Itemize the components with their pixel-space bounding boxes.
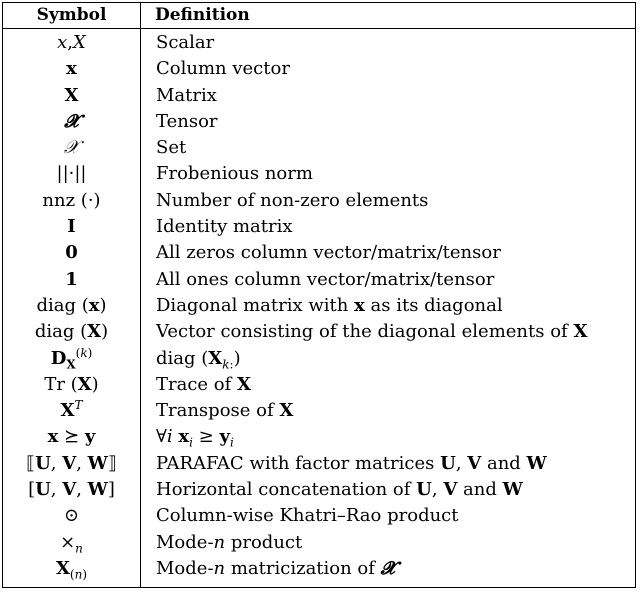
row-symbol: $X_{(n)}$ bbox=[55, 557, 88, 582]
row-symbol: $\times_n$ bbox=[60, 531, 83, 556]
row-symbol: [U, V, W] bbox=[28, 479, 115, 501]
row-symbol: 1 bbox=[65, 268, 78, 290]
row-symbol: diag (X) bbox=[34, 321, 109, 343]
table-row bbox=[3, 556, 635, 582]
row-definition: All ones column vector/matrix/tensor bbox=[156, 268, 495, 290]
row-definition: All zeros column vector/matrix/tensor bbox=[156, 242, 501, 264]
row-symbol: I bbox=[67, 216, 76, 238]
table-row bbox=[3, 267, 635, 293]
row-symbol: diag (x) bbox=[36, 294, 107, 316]
table-row bbox=[3, 83, 635, 109]
row-definition: diag $(X_{k:})$ bbox=[156, 347, 241, 372]
table-row bbox=[3, 503, 635, 529]
table-row bbox=[3, 161, 635, 187]
row-definition: Column-wise Khatri–Rao product bbox=[156, 505, 459, 527]
row-symbol: ||·|| bbox=[56, 163, 87, 185]
row-symbol: x,X bbox=[57, 32, 86, 53]
header-definition: Definition bbox=[155, 5, 250, 25]
table-row bbox=[3, 240, 635, 266]
header-symbol: Symbol bbox=[36, 5, 107, 25]
row-definition: Diagonal matrix with x as its diagonal bbox=[156, 294, 503, 316]
row-definition: Set bbox=[156, 137, 187, 159]
row-definition: Scalar bbox=[156, 32, 215, 53]
row-definition: Tensor bbox=[156, 110, 218, 132]
table-row bbox=[3, 424, 635, 450]
row-definition: Trace of X bbox=[156, 373, 251, 395]
row-definition: Column vector bbox=[156, 58, 290, 80]
row-definition: PARAFAC with factor matrices U, V and W bbox=[156, 452, 547, 474]
table-row bbox=[3, 530, 635, 556]
row-symbol: x ⪰ y bbox=[47, 426, 96, 448]
row-symbol: ⟦U, V, W⟧ bbox=[26, 452, 117, 474]
row-symbol: Tr (X) bbox=[44, 373, 99, 395]
table-row bbox=[3, 135, 635, 161]
table-row bbox=[3, 398, 635, 424]
row-definition: ∀i $x_i \ge y_i$ bbox=[156, 426, 234, 451]
table-body bbox=[3, 30, 635, 582]
row-definition: Number of non-zero elements bbox=[156, 189, 429, 211]
row-symbol: x bbox=[66, 58, 77, 80]
notation-table bbox=[2, 2, 636, 588]
row-definition: Frobenious norm bbox=[156, 163, 313, 185]
row-symbol: X bbox=[64, 84, 79, 106]
row-symbol: nnz (·) bbox=[42, 189, 101, 211]
row-symbol: $D_X^{(k)}$ bbox=[50, 345, 93, 372]
row-symbol: 0 bbox=[65, 242, 78, 264]
table-row bbox=[3, 188, 635, 214]
table-row bbox=[3, 346, 635, 372]
row-definition: Vector consisting of the diagonal elements of X bbox=[156, 321, 588, 343]
row-definition: Horizontal concatenation of U, V and W bbox=[156, 479, 523, 501]
row-definition: Identity matrix bbox=[156, 216, 293, 238]
table-row bbox=[3, 109, 635, 135]
table-row bbox=[3, 214, 635, 240]
table-row bbox=[3, 372, 635, 398]
row-definition: Mode-n matricization of 𝓧 bbox=[156, 557, 396, 579]
row-definition: Mode-n product bbox=[156, 531, 303, 553]
table-row bbox=[3, 451, 635, 477]
row-symbol: 𝒳 bbox=[63, 137, 80, 159]
row-symbol: ⊙ bbox=[63, 505, 80, 527]
table-row bbox=[3, 56, 635, 82]
table-row bbox=[3, 477, 635, 503]
row-symbol: $X^T$ bbox=[60, 398, 83, 422]
table-row bbox=[3, 319, 635, 345]
table-row bbox=[3, 293, 635, 319]
table-header bbox=[3, 3, 635, 29]
table-row bbox=[3, 30, 635, 56]
row-definition: Transpose of X bbox=[156, 400, 294, 422]
row-symbol: 𝓧 bbox=[64, 110, 79, 132]
row-definition: Matrix bbox=[156, 84, 217, 106]
